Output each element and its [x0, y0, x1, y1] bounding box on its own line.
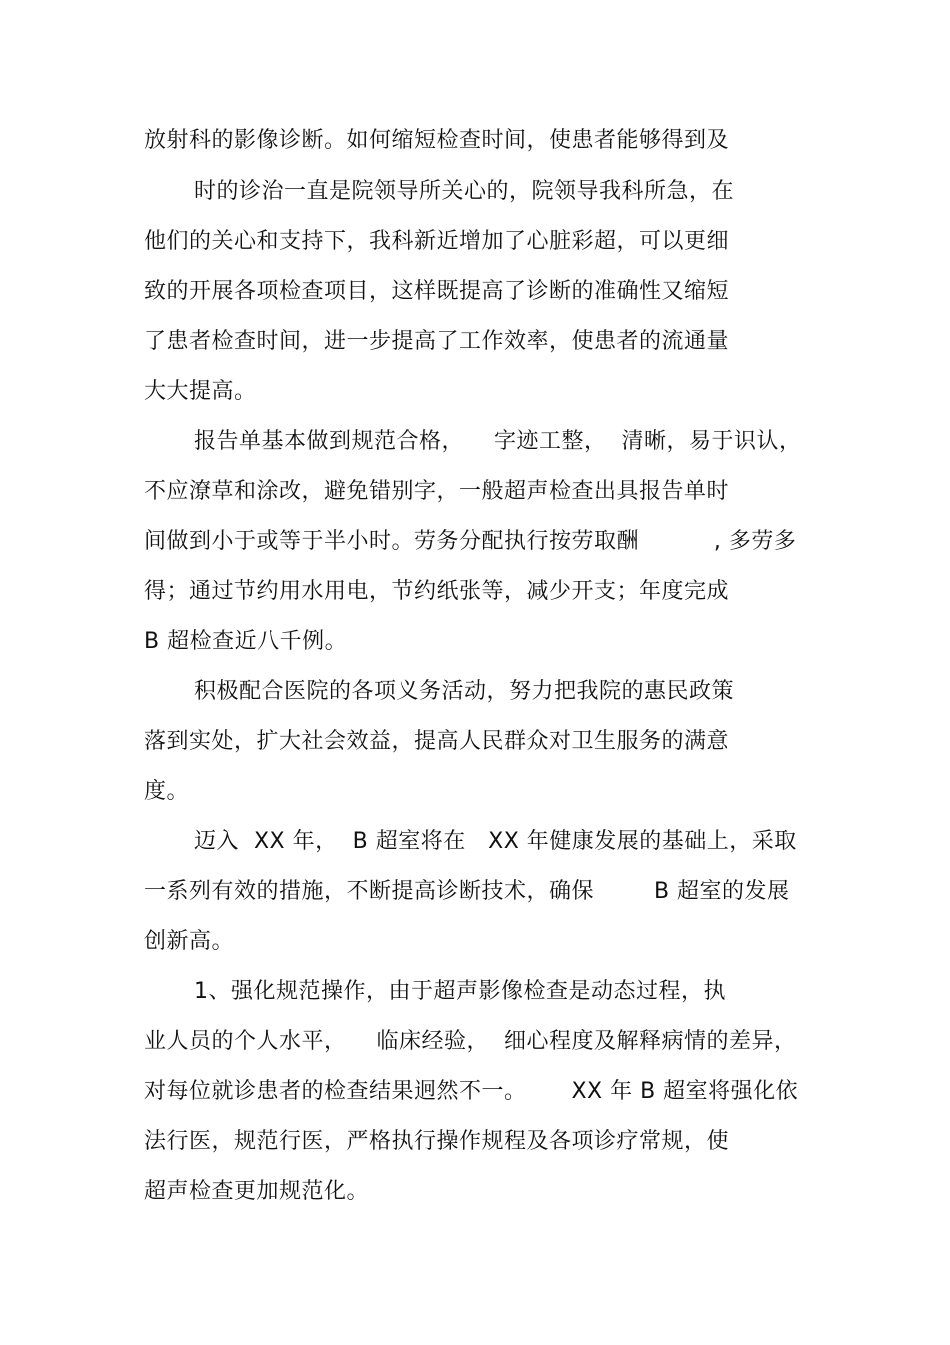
text-line: 放射科的影像诊断。如何缩短检查时间，使患者能够得到及 — [144, 128, 730, 153]
text-line: 迈入 XX 年， B 超室将在 XX 年健康发展的基础上，采取 — [194, 829, 797, 854]
text-line: 大大提高。 — [144, 379, 257, 404]
text-line: 致的开展各项检查项目，这样既提高了诊断的准确性又缩短 — [144, 279, 730, 304]
text-line: 积极配合医院的各项义务活动，努力把我院的惠民政策 — [194, 679, 735, 704]
text-line: 1、强化规范操作，由于超声影像检查是动态过程，执 — [194, 979, 726, 1004]
text-line: 超声检查更加规范化。 — [144, 1179, 370, 1204]
text-line: 时的诊治一直是院领导所关心的，院领导我科所急，在 — [194, 179, 735, 204]
text-line: 报告单基本做到规范合格， 字迹工整， 清晰，易于识认， — [194, 429, 802, 454]
text-line: 落到实处，扩大社会效益，提高人民群众对卫生服务的满意 — [144, 729, 730, 754]
text-line: 不应潦草和涂改，避免错别字，一般超声检查出具报告单时 — [144, 479, 730, 504]
text-line: 他们的关心和支持下，我科新近增加了心脏彩超，可以更细 — [144, 229, 730, 254]
text-line: 法行医，规范行医，严格执行操作规程及各项诊疗常规，使 — [144, 1129, 730, 1154]
text-line: 一系列有效的措施，不断提高诊断技术，确保 B 超室的发展 — [144, 879, 790, 904]
text-line: 得；通过节约用水用电，节约纸张等，减少开支；年度完成 — [144, 579, 730, 604]
text-line: 间做到小于或等于半小时。劳务分配执行按劳取酬 , 多劳多 — [144, 529, 797, 554]
text-line: 业人员的个人水平， 临床经验， 细心程度及解释病情的差异， — [144, 1029, 797, 1054]
text-line: B 超检查近八千例。 — [144, 629, 348, 654]
text-line: 对每位就诊患者的检查结果迥然不一。 XX 年 B 超室将强化依 — [144, 1079, 799, 1104]
text-line: 度。 — [144, 779, 190, 804]
text-line: 了患者检查时间，进一步提高了工作效率，使患者的流通量 — [144, 329, 730, 354]
text-line: 创新高。 — [144, 929, 235, 954]
